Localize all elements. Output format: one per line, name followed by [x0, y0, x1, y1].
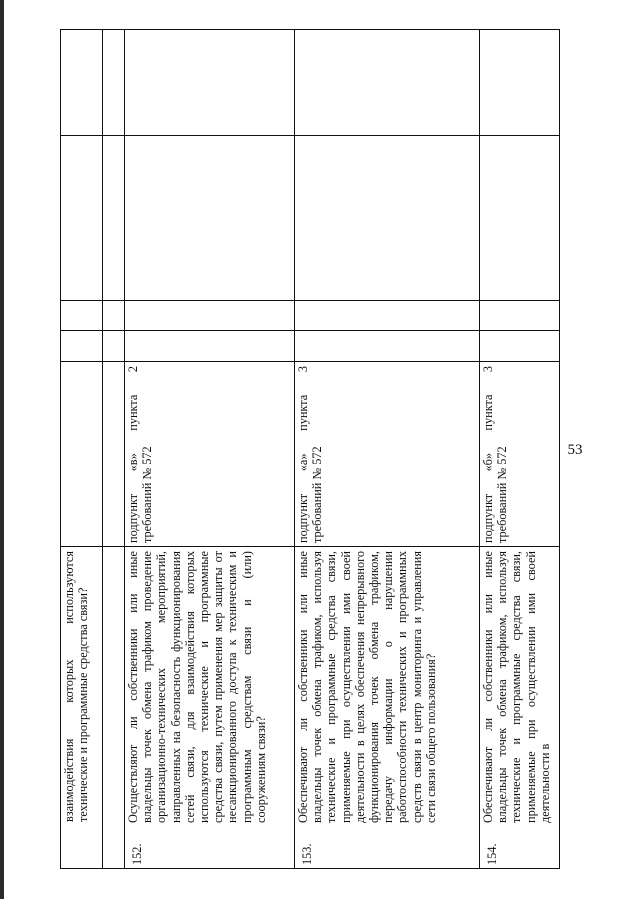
question-text: Обеспечивают ли собственники или иные владельцы точек обмена трафиком, используя технические и программные средства связи, применяемые при осуществлении ими своей деятельности в [481, 551, 552, 823]
table-border-bottom [559, 29, 560, 869]
continuation-question: взаимодействия которых используются технические и программные средства связи? [62, 551, 91, 822]
scan-edge-shadow [0, 0, 4, 899]
row-number: 154. [485, 843, 499, 865]
inspection-table [60, 29, 560, 869]
page-number: 53 [567, 442, 583, 458]
question-text: Обеспечивают ли собственники или иные владельцы точек обмена трафиком, используя технические и программные средства связи, применяемые при осуществлении ими своей деятельности в целях обеспечения непрерывного функционирования точек обмена трафиком, передачу информации о нарушении работоспособности технических и программных средств связи в центр мониторинга и управления сети связи общего пользования? [296, 551, 438, 823]
question-text: Осуществляют ли собственники или иные владельцы точек обмена трафиком проведение организационно-технических мероприятий, направленных на безопасность функционирования сетей связи, для взаимодействия которых используются технические и программные средства связи, путем применения мер защиты от несанкционированного доступа к техническим и программным средствам связи и (или) сооружениям связи? [126, 551, 268, 823]
column-divider [60, 300, 560, 301]
legal-reference: подпункт «а» пункта 3 требований № 572 [296, 366, 325, 543]
row-number: 153. [300, 843, 314, 865]
row-number: 152. [130, 843, 144, 865]
legal-reference: подпункт «в» пункта 2 требований № 572 [126, 366, 155, 543]
legal-reference: подпункт «б» пункта 3 требований № 572 [481, 366, 510, 543]
column-divider [60, 135, 560, 136]
column-divider [60, 330, 560, 331]
table-border-right [60, 29, 560, 30]
